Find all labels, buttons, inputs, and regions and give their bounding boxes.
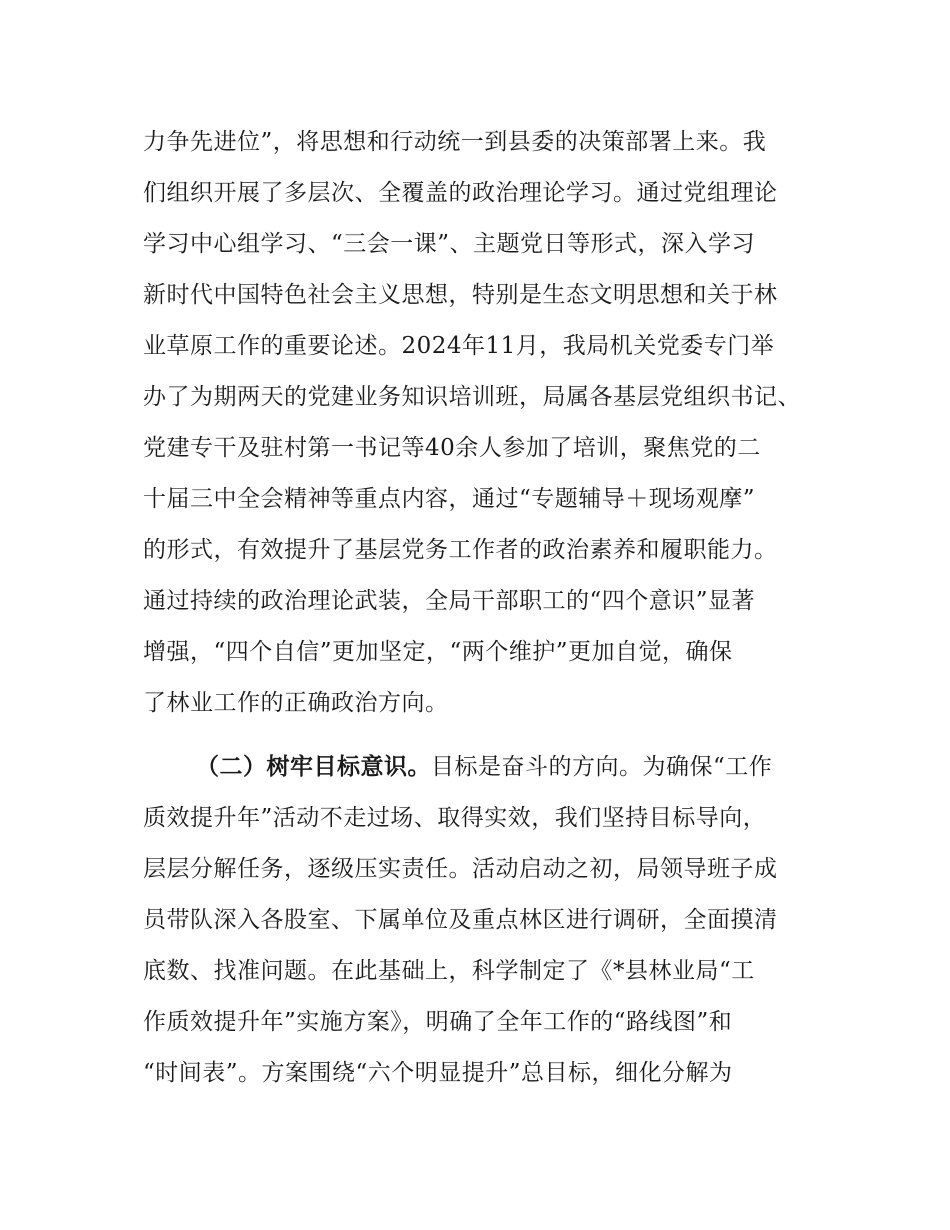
body-text-line: 了林业工作的正确政治方向。: [143, 690, 449, 716]
body-text-line: 十届三中全会精神等重点内容，通过“专题辅导＋现场观摩”: [143, 486, 756, 512]
body-text-line: 作质效提升年”实施方案》，明确了全年工作的“路线图”和: [143, 1009, 733, 1035]
body-text-line: 新时代中国特色社会主义思想，特别是生态文明思想和关于林: [143, 282, 778, 308]
body-text-line: 办了为期两天的党建业务知识培训班，局属各基层党组织书记、: [143, 384, 801, 410]
body-text-line: 学习中心组学习、“三会一课”、主题党日等形式，深入学习: [143, 231, 756, 257]
section-heading: （二）树牢目标意识。: [196, 754, 431, 780]
body-text-line: 的形式，有效提升了基层党务工作者的政治素养和履职能力。: [143, 537, 778, 563]
body-text-line: 党建专干及驻村第一书记等40余人参加了培训，聚焦党的二: [143, 435, 761, 461]
body-text-line: 层层分解任务，逐级压实责任。活动启动之初，局领导班子成: [143, 856, 778, 882]
body-text-line: 力争先进位”，将思想和行动统一到县委的决策部署上来。我: [143, 129, 767, 155]
body-text-line: “时间表”。方案围绕“六个明显提升”总目标，细化分解为: [143, 1060, 733, 1086]
body-text-line: 们组织开展了多层次、全覆盖的政治理论学习。通过党组理论: [143, 180, 778, 206]
section-first-line-text: 目标是奋斗的方向。为确保“工作: [431, 754, 773, 780]
body-text-line: 增强，“四个自信”更加坚定，“两个维护”更加自觉，确保: [143, 639, 733, 665]
body-text-line: 通过持续的政治理论武装，全局干部职工的“四个意识”显著: [143, 588, 756, 614]
body-text-line: 底数、找准问题。在此基础上，科学制定了《*县林业局“工: [143, 958, 755, 984]
section-first-line: [196, 752, 772, 782]
body-text-line: 质效提升年”活动不走过场、取得实效，我们坚持目标导向，: [143, 805, 767, 831]
body-text-line: 员带队深入各股室、下属单位及重点林区进行调研，全面摸清: [143, 907, 778, 933]
body-text-line: 业草原工作的重要论述。2024年11月，我局机关党委专门举: [143, 333, 775, 359]
